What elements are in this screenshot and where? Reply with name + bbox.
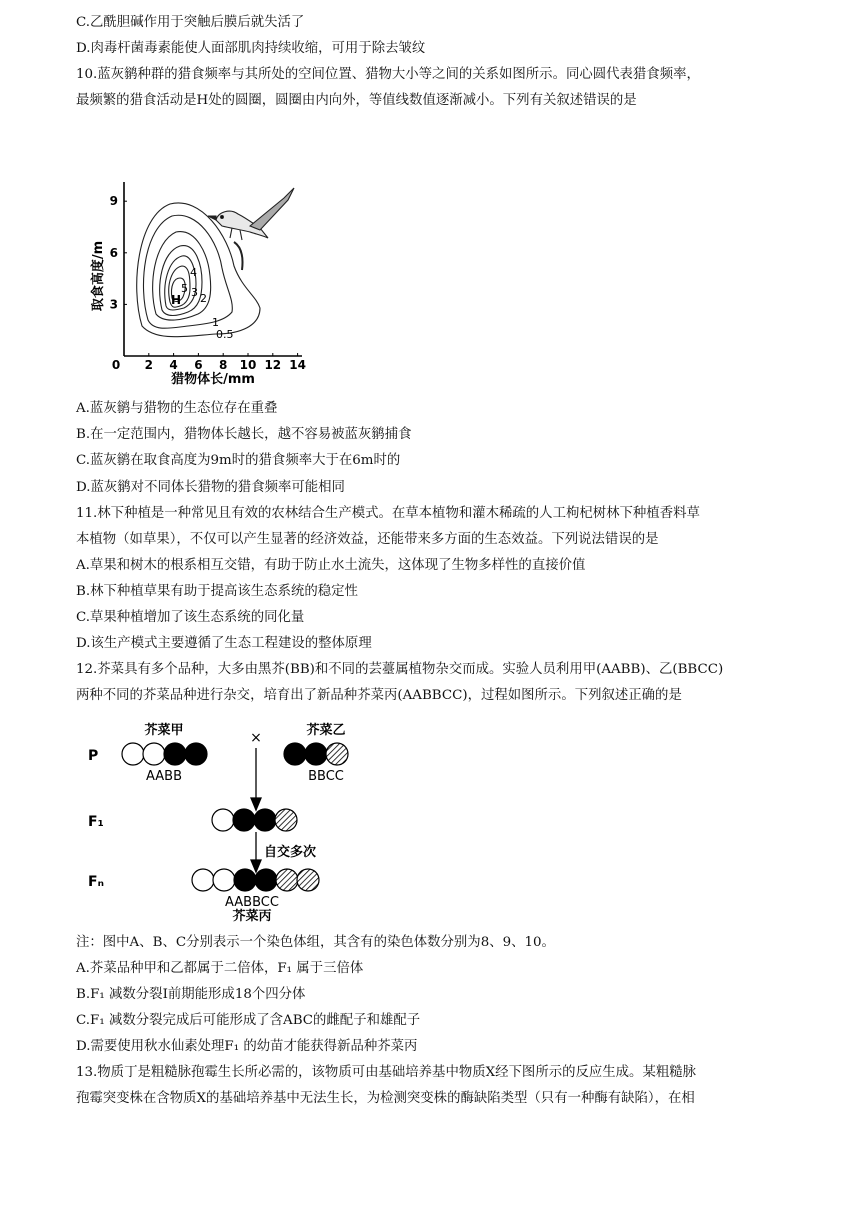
flycatcher-bird-icon [208,188,294,270]
x-tick-label: 6 [194,358,203,372]
contour-label-0.5: 0.5 [216,328,234,341]
y-tick-label: 9 [109,194,118,209]
contour-label-3: 3 [191,286,198,299]
q12-stem-line2: 两种不同的芥菜品种进行杂交，培育出了新品种芥菜丙(AABBCC)，过程如图所示。下列叙述正确的是 [76,688,682,703]
q10-option-a: A.蓝灰鹟与猎物的生态位存在重叠 [76,401,278,416]
x-tick-label: 8 [219,358,228,372]
q13-stem-line1: 13.物质丁是粗糙脉孢霉生长所必需的，该物质可由基础培养基中物质X经下图所示的反应生成。某粗糙脉 [76,1065,697,1080]
chart-center-label: H [171,293,182,307]
cross-symbol: × [250,730,262,746]
q9-option-d: D.肉毒杆菌毒素能使人面部肌肉持续收缩，可用于除去皱纹 [76,41,426,56]
mustard-cross-diagram [80,714,350,928]
q10-stem-line1: 10.蓝灰鹟种群的猎食频率与其所处的空间位置、猎物大小等之间的关系如图所示。同心圆代表猎食频率， [76,67,700,82]
parent1-genome: AABB [146,769,182,784]
contour-label-2: 2 [200,292,207,305]
x-tick-label: 12 [264,358,282,372]
foraging-contour-chart [84,176,314,388]
parent1-name: 芥菜甲 [144,723,184,738]
q10-option-d: D.蓝灰鹟对不同体长猎物的猎食频率可能相同 [76,480,345,495]
q11-stem-line1: 11.林下种植是一种常见且有效的农林结合生产模式。在草本植物和灌木稀疏的人工枸杞树林下种植香料草 [76,506,700,521]
q12-note: 注：图中A、B、C分别表示一个染色体组，其含有的染色体数分别为8、9、10。 [76,935,555,950]
q10-option-c: C.蓝灰鹟在取食高度为9m时的猎食频率大于在6m时的 [76,453,401,468]
x-tick-label: 14 [289,358,306,372]
q12-option-d: D.需要使用秋水仙素处理F₁ 的幼苗才能获得新品种芥菜丙 [76,1039,418,1054]
chart-ylabel: 取食高度/m [91,240,106,312]
parent2-genome: BBCC [308,769,344,784]
q11-option-d: D.该生产模式主要遵循了生态工程建设的整体原理 [76,636,372,651]
y-tick-label: 6 [109,245,118,260]
q12-option-b: B.F₁ 减数分裂Ⅰ前期能形成18个四分体 [76,987,306,1002]
offspring-genome: AABBCC [225,895,279,910]
contour-label-1: 1 [212,316,219,329]
x-tick-label: 0 [111,358,121,372]
q12-option-a: A.芥菜品种甲和乙都属于二倍体，F₁ 属于三倍体 [76,961,364,976]
q10-stem-line2: 最频繁的猎食活动是H处的圆圈，圆圈由内向外，等值线数值逐渐减小。下列有关叙述错误的是 [76,93,637,108]
parent2-chromosome-sets [284,743,348,765]
q11-option-b: B.林下种植草果有助于提高该生态系统的稳定性 [76,584,358,599]
q10-option-b: B.在一定范围内，猎物体长越长，越不容易被蓝灰鹟捕食 [76,427,412,442]
q9-option-c: C.乙酰胆碱作用于突触后膜后就失活了 [76,15,305,30]
gen-label-p: P [88,748,99,764]
contour-label-5: 5 [181,282,188,295]
chart-xlabel: 猎物体长/mm [171,372,255,387]
parent2-name: 芥菜乙 [306,723,346,738]
selfing-label: 自交多次 [264,845,317,860]
contour-label-4: 4 [190,266,197,279]
y-tick-label: 3 [109,297,118,312]
x-tick-label: 10 [239,358,257,372]
q11-stem-line2: 本植物（如草果），不仅可以产生显著的经济效益，还能带来多方面的生态效益。下列说法错误的是 [76,532,659,547]
offspring-name: 芥菜丙 [232,909,272,924]
parent1-chromosome-sets [122,743,207,765]
f1-chromosome-sets [212,809,297,831]
q12-stem-line1: 12.芥菜具有多个品种，大多由黑芥(BB)和不同的芸薹属植物杂交而成。实验人员利用甲(AABB)、乙(BBCC) [76,662,724,677]
q12-option-c: C.F₁ 减数分裂完成后可能形成了含ABC的雌配子和雄配子 [76,1013,421,1028]
gen-label-fn: Fₙ [88,874,104,890]
x-tick-label: 4 [169,358,178,372]
gen-label-f1: F₁ [88,814,104,830]
q11-option-c: C.草果种植增加了该生态系统的同化量 [76,610,305,625]
arrow-p-to-f1 [251,748,261,810]
q13-stem-line2: 孢霉突变株在含物质X的基础培养基中无法生长，为检测突变株的酶缺陷类型（只有一种酶有缺陷），在相 [76,1091,695,1106]
arrow-f1-to-fn [251,832,261,872]
q11-option-a: A.草果和树木的根系相互交错，有助于防止水土流失，这体现了生物多样性的直接价值 [76,558,586,573]
x-tick-label: 2 [144,358,153,372]
